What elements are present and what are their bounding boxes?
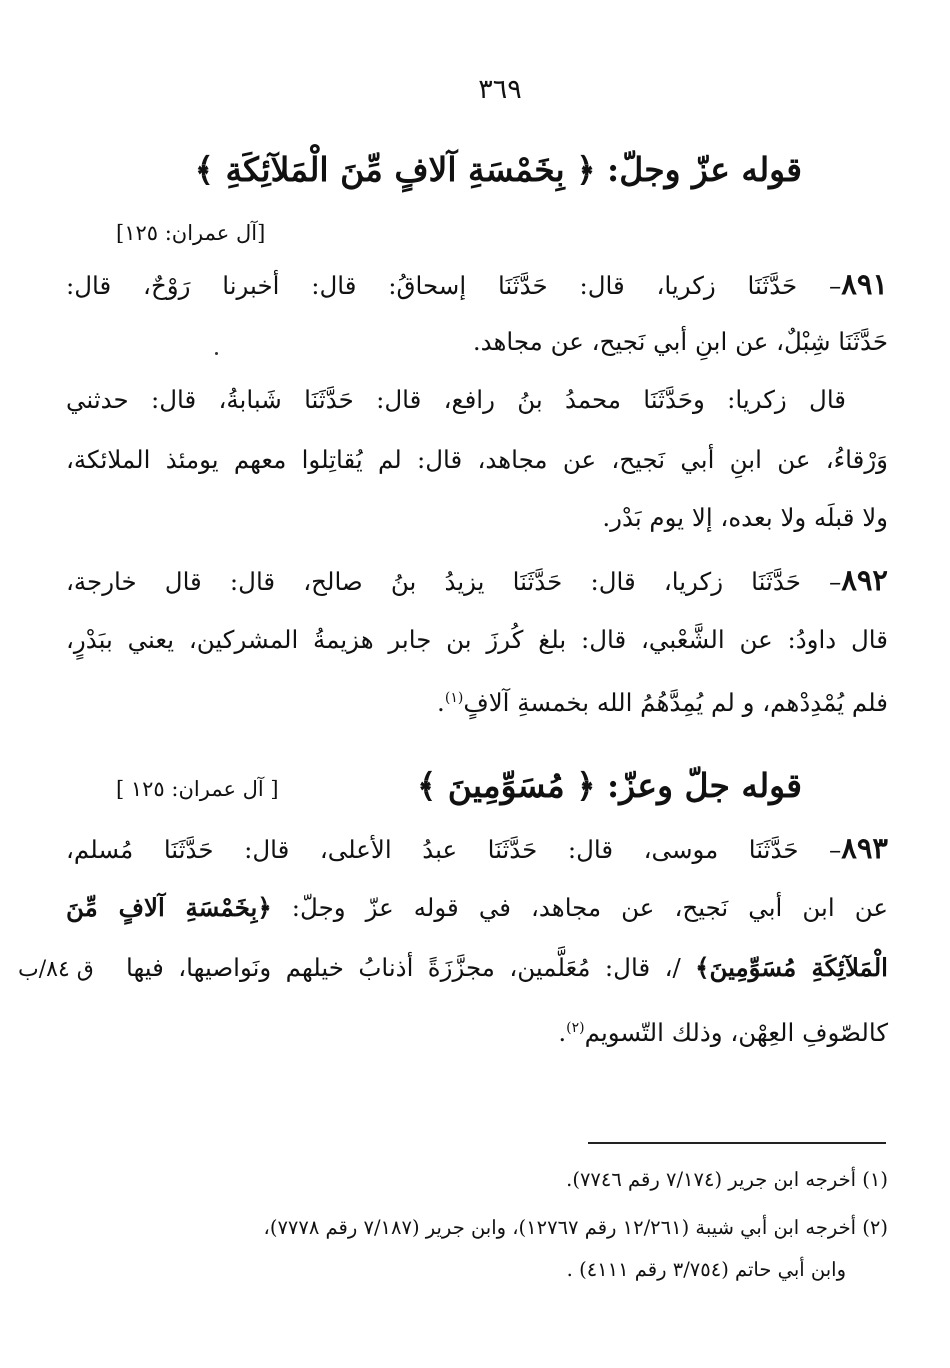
page-number: ٣٦٩: [478, 74, 522, 105]
page-speck: [215, 352, 218, 355]
footnote-ref-2: (٢): [566, 1020, 585, 1036]
quran-reference-2: [ آل عمران: ١٢٥ ]: [116, 777, 279, 801]
hadith-number-893: ٨٩٣: [841, 831, 888, 865]
quran-reference-1: [آل عمران: ١٢٥]: [116, 221, 266, 245]
section-heading-1: قوله عزّ وجلّ: ﴿ بِخَمْسَةِ آلافٍ مِّنَ الْمَلآئِكَةِ ﴾: [194, 150, 802, 189]
para-893-line-1: ٨٩٣– حَدَّثَنَا موسى، قال: حَدَّثَنَا عبدُ الأعلى، قال: حَدَّثَنَا مُسلم،: [66, 831, 888, 865]
para-891-line-4: وَرْقاءُ، عن ابنِ أبي نَجيح، عن مجاهد، قال: لم يُقاتِلوا معهم يومئذ الملائكة،: [66, 445, 888, 474]
para-892-line-2: قال داودُ: عن الشَّعْبي، قال: بلغ كُرزَ بن جابر هزيمةُ المشركين، يعني ببَدْرٍ،: [66, 625, 888, 654]
para-893-line-4: كالصّوفِ العِهْن، وذلك التّسويم$^{(٢)}$.: [558, 1018, 888, 1048]
para-893-line-3: الْمَلآئِكَةِ مُسَوِّمِينَ﴾ /، قال: مُعَلَّمين، مجزَّزَةً أذنابُ خيلهم ونَواصيها، فيها: [126, 953, 888, 982]
manuscript-folio-note: ق ٨٤/ب: [18, 957, 94, 982]
para-892-line-3: فلم يُمْدِدْهم، و لم يُمِدَّهُمُ الله بخمسةِ آلافٍ$^{(١)}$.: [437, 688, 888, 718]
para-891-line-2: حَدَّثَنَا شِبْلٌ، عن ابنِ أبي نَجيح، عن مجاهد.: [472, 327, 888, 356]
footnote-2-line-1: (٢) أخرجه ابن أبي شيبة (١٢/٢٦١ رقم ١٢٧٦٧)، وابن جرير (٧/١٨٧ رقم ٧٧٧٨)،: [263, 1216, 888, 1239]
footnote-separator: [588, 1142, 886, 1144]
quran-quote: ﴿بِخَمْسَةِ آلافٍ مِّنَ: [66, 893, 272, 922]
section-heading-2: قوله جلّ وعزّ: ﴿ مُسَوِّمِينَ ﴾: [416, 766, 802, 805]
para-891-line-1: ٨٩١– حَدَّثَنَا زكريا، قال: حَدَّثَنَا إسحاقُ: قال: أخبرنا رَوْحٌ، قال:: [66, 267, 888, 301]
para-893-line-2: عن ابن أبي نَجيح، عن مجاهد، في قوله عزّ وجلّ: ﴿بِخَمْسَةِ آلافٍ مِّنَ: [66, 893, 888, 922]
hadith-number-892: ٨٩٢: [841, 563, 888, 597]
hadith-number-891: ٨٩١: [841, 267, 888, 301]
quran-quote-cont: الْمَلآئِكَةِ مُسَوِّمِينَ﴾: [695, 953, 888, 982]
footnote-2-line-2: وابن أبي حاتم (٣/٧٥٤ رقم ٤١١١) .: [566, 1258, 846, 1281]
para-892-line-1: ٨٩٢– حَدَّثَنَا زكريا، قال: حَدَّثَنَا يزيدُ بنُ صالح، قال: قال خارجة،: [66, 563, 888, 597]
para-891-line-3: قال زكريا: وحَدَّثَنَا محمدُ بنُ رافع، قال: حَدَّثَنَا شَبابةُ، قال: حدثني: [66, 385, 846, 414]
para-891-line-5: ولا قبلَه ولا بعده، إلا يوم بَدْر.: [602, 503, 888, 532]
footnote-1: (١) أخرجه ابن جرير (٧/١٧٤ رقم ٧٧٤٦).: [566, 1168, 888, 1191]
footnote-ref-1: (١): [444, 690, 464, 706]
